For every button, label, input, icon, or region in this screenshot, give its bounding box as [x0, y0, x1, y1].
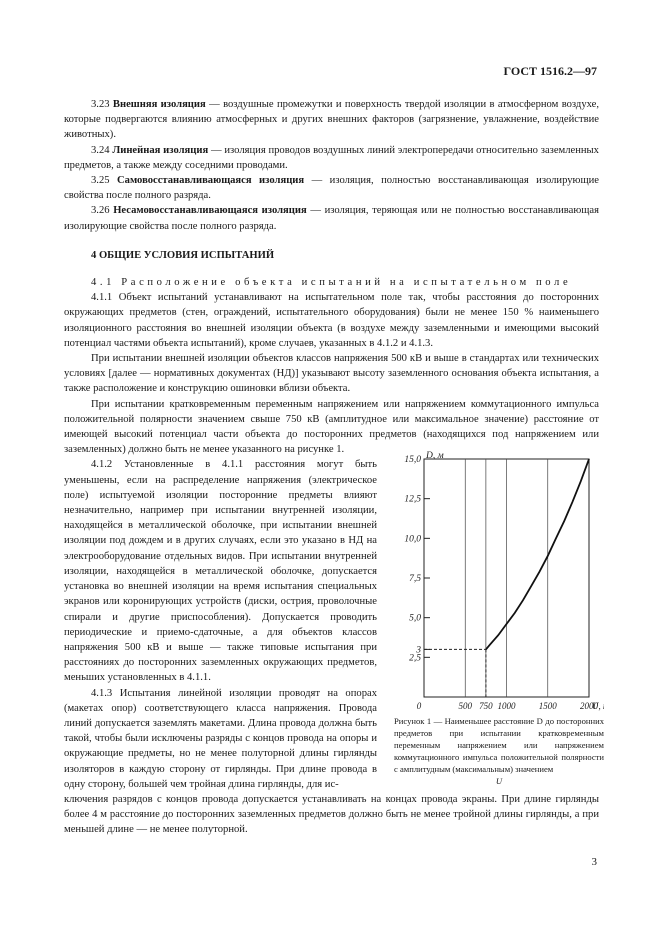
definition-3-26: 3.26 Несамовосстанавливающаяся изоляция — изоляция, теряющая или не полностью восстанавливающая изолирующие свойства после полного разряда. — [64, 205, 600, 232]
distance-curve — [486, 459, 589, 649]
term: Внешняя изоляция — [112, 99, 206, 110]
figure-1 — [394, 451, 604, 716]
tick-label-x: 500 — [458, 701, 472, 711]
distance-chart — [394, 451, 604, 711]
definition-3-24: 3.24 Линейная изоляция — изоляция проводов воздушных линий электропередачи относительно заземленных предметов, а также между соседними проводами. — [64, 144, 599, 171]
subsection-4-1: 4.1 Расположение объекта испытаний на испытательном поле — [91, 277, 572, 289]
tick-label-x: 750 — [479, 701, 493, 711]
tick-label-y: 5,0 — [409, 613, 421, 624]
tick-label-y: 2,5 — [409, 653, 421, 664]
definition-3-25: 3.25 Самовосстанавливающаяся изоляция — изоляция, полностью восстанавливающая изолирующие свойства после полного разряда. — [64, 175, 599, 202]
term: Линейная изоляция — [112, 144, 209, 156]
tick-label-x: 1500 — [538, 701, 557, 711]
term: Самовосстанавливающаяся изоляция — [117, 175, 305, 187]
axis-label-y: D, м — [426, 451, 444, 461]
tick-label-y: 12,5 — [404, 494, 421, 505]
definition-3-23: 3.23 Внешняя изоляция — воздушные промежутки и поверхность твердой изоляции в атмосферном воздухе, которые подвергаются влиянию атмосферных и других внешних факторов (загрязнение, увлажнение, воздействие животных). — [64, 99, 600, 141]
paragraph-4-1-1: 4.1.1 Объект испытаний устанавливают на испытательном поле так, чтобы расстояния до посторонних окружающих предметов (стен, ограждений, испытательного оборудования) были не менее 150 % наименьшего изоляционного расстояния во внешней изоляции объекта (в воздухе между заземленными и имеющими высокий потенциал частями объекта испытаний), кроме случаев, указанных в 4.1.2 и 4.1.3. — [64, 292, 599, 349]
tick-label-y: 7,5 — [409, 574, 421, 584]
paragraph-4-1-3-cont: ключения разрядов с концов провода допускается устанавливать на концах провода экраны. При длине гирлянды более 4 м расстояние до посторонних заземленных предметов должно быть не менее тройной длины гирлянды, а при меньшей длине — не менее полуторной. — [64, 793, 599, 836]
page-number: 3 — [591, 856, 597, 868]
axis-label-x: U, — [592, 701, 601, 711]
term: Несамовосстанавливающаяся изоляция — [113, 205, 307, 217]
paragraph-4-1-3: 4.1.3 Испытания линейной изоляции проводят на опорах (макетах опор) соответствующего класса напряжения. Провода линий допускается заземлять макетами. Длина провода должна быть такой, чтобы были исключены разряды с концов провода на опоры и окружающие предметы, но не менее полуторной длины гирлянды изоляторов в каждую сторону от гирлянды. При длине провода в одну сторону, большей чем тройная длина гирлянды, для ис- — [64, 687, 377, 790]
section-heading: 4 ОБЩИЕ УСЛОВИЯ ИСПЫТАНИЙ — [91, 249, 275, 261]
paragraph-4-1-1-c: При испытании кратковременным переменным напряжением или напряжением коммутационного импульса положительной полярности значением свыше 750 кВ (амплитудное или максимальное значение) расстояние от имеющей высокий потенциал части объекта до посторонних предметов (находящихся под напряжением или заземленных) должно быть не менее указанного на рисунке 1. — [64, 398, 599, 456]
document-id: ГОСТ 1516.2—97 — [503, 64, 597, 78]
figure-caption: Рисунок 1 — Наименьшее расстояние D до посторонних предметов при испытании кратковременным переменным напряжением или напряжением коммутационного импульса положительной полярности с амплитудным (максимальным) значением U — [394, 716, 604, 786]
tick-label-y: 10,0 — [404, 534, 421, 545]
caption-variable: U — [495, 776, 503, 786]
tick-label-y: 15,0 — [404, 455, 421, 465]
tick-label-x: 0 — [416, 701, 422, 711]
tick-label-x: 1000 — [497, 701, 516, 711]
paragraph-4-1-1-b: При испытании внешней изоляции объектов классов напряжения 500 кВ и выше в стандартах или технических условиях [далее — нормативных документах (НД)] указывают высоту заземленного основания объекта испытания, а также расположение и конструкцию ошиновки вблизи объекта. — [64, 353, 599, 395]
tick-label-x: 2000 — [580, 701, 598, 711]
paragraph-4-1-2: 4.1.2 Установленные в 4.1.1 расстояния могут быть уменьшены, если на распределение напряжения (электрическое поле) испытуемой изоляции посторонние предметы влияют незначительно, например при испытании внутренней изоляции, находящейся в металлической оболочке, при испытании внешней изоляции под дождем и в других случаях, если это указано в НД на электрооборудование отдельных видов. При испытании внутренней изоляции, находящейся в металлической оболочке, допускается установка во внешней изоляции на время испытания специальных экранов или коронирующих устройств (диски, острия, проволочные спирали и другие приспособления). Допускается проводить периодические и приемо-сдаточные, а для объектов классов напряжения 500 кВ и выше — также типовые испытания при расстояниях до посторонних заземленных окружающих предметов, меньших установленных в 4.1.1. — [64, 459, 377, 684]
tick-label-y: 3 — [416, 645, 421, 656]
